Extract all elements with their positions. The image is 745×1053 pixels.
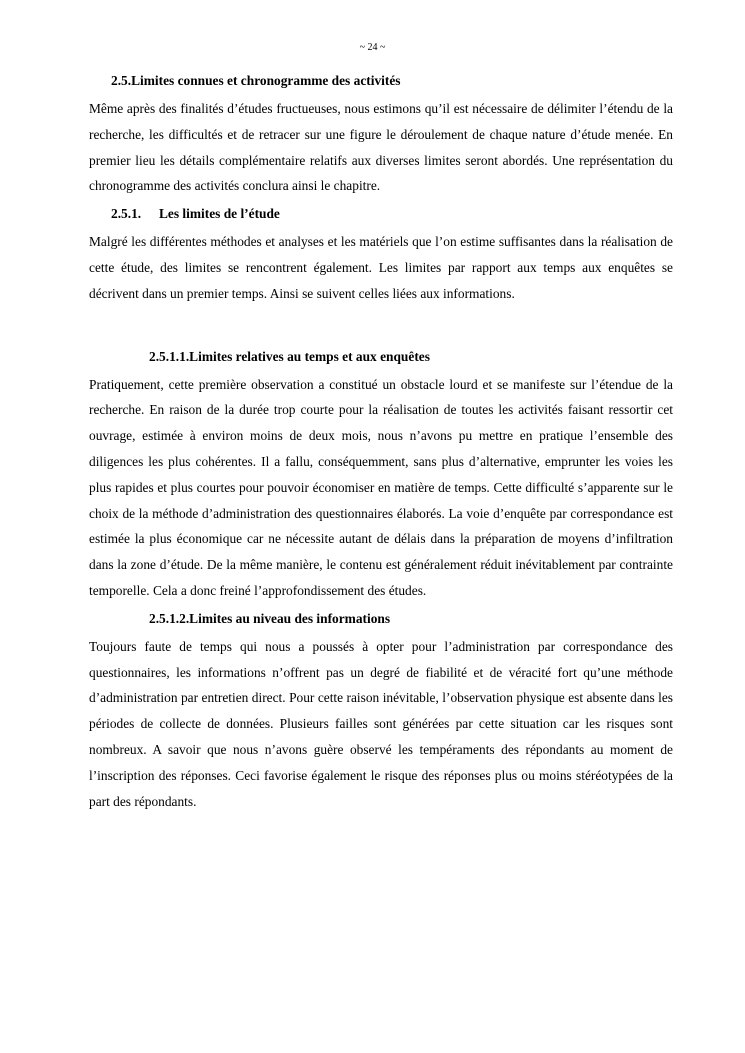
page-content bbox=[89, 70, 673, 818]
page-number: ~ 24 ~ bbox=[359, 42, 386, 53]
section-title-2-5-1: Les limites de l’étude bbox=[159, 206, 280, 222]
section-number-2-5-1: 2.5.1. bbox=[111, 206, 142, 222]
section-heading-2-5: 2.5.Limites connues et chronogramme des activités bbox=[111, 73, 401, 88]
section-heading-2-5-1-2: 2.5.1.2.Limites au niveau des informations bbox=[149, 610, 391, 626]
paragraph-section-2-5-1-1: Pratiquement, cette première observation a constitué un obstacle lourd et se manifeste sur l’étendue de la recherche. En raison de la durée trop courte pour la réalisation de toutes les activités faisant ressortir cet ouvrage, estimée à environ moins de deux mois, nous n’avons pu mettre en pratique l’ensemble des diligences les plus cohérentes. Il a fallu, conséquemment, sans plus d’alternative, emprunter les voies les plus rapides et plus courtes pour pouvoir économiser en matière de temps. Cette difficulté s’apparente sur le choix de la méthode d’administration des questionnaires élaborés. La voie d’enquête par correspondance est estimée la plus économique car ne nécessite autant de délais dans la préparation de moyens d’infiltration dans la zone d’étude. De la même manière, le contenu est généralement réduit inévitablement par contrainte temporelle. Cela a donc freiné l’approfondissement des études. bbox=[89, 376, 673, 598]
paragraph-section-2-5-1-2: Toujours faute de temps qui nous a poussés à opter pour l’administration par correspondance des questionnaires, les informations n’offrent pas un degré de fiabilité et de véracité fort qu’une méthode d’administration par entretien direct. Pour cette raison inévitable, l’observation physique est absente dans les périodes de collecte de données. Plusieurs failles sont générées par cette situation car les risques sont nombreux. A savoir que nous n’avons guère observé les tempéraments des répondants au moment de l’inscription des réponses. Ceci favorise également le risque des réponses plus ou moins stéréotypées de la part des répondants. bbox=[89, 638, 673, 809]
spacer bbox=[89, 311, 673, 346]
paragraph-section-2-5-1: Malgré les différentes méthodes et analyses et les matériels que l’on estime suffisantes dans la réalisation de cette étude, des limites se rencontrent également. Les limites par rapport aux temps aux enquêtes se décrivent dans un premier temps. Ainsi se suivent celles liées aux informations. bbox=[89, 234, 673, 301]
section-heading-2-5-1 bbox=[111, 203, 673, 225]
paragraph-section-2-5: Même après des finalités d’études fructueuses, nous estimons qu’il est nécessaire de délimiter l’étendu de la recherche, les difficultés et de retracer sur une figure le déroulement de chaque nature d’étude menée. En premier lieu les détails complémentaire relatifs aux diverses limites seront abordés. Une représentation du chronogramme des activités conclura ainsi le chapitre. bbox=[89, 101, 673, 194]
section-heading-2-5-1-1: 2.5.1.1.Limites relatives au temps et aux enquêtes bbox=[149, 348, 430, 364]
